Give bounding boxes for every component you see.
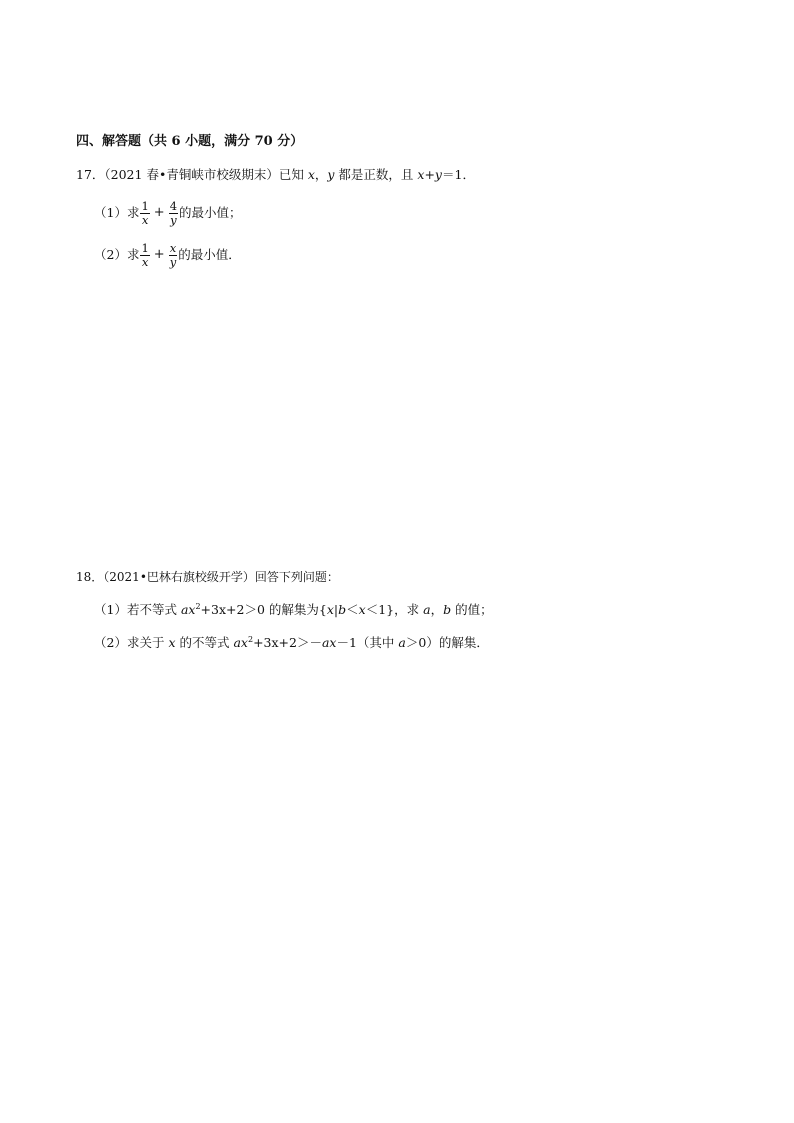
q18-part2-mid3: －1（其中 <box>336 635 399 650</box>
q18-set-x: x <box>326 602 334 617</box>
fraction-numerator: 4 <box>169 198 178 213</box>
q17-stem-mid: 都是正数，且 <box>334 167 418 182</box>
q17-eq-tail: ＝1． <box>442 167 475 182</box>
q18-part2-mid2: +3x+2＞－ <box>253 635 322 650</box>
q18-part-2 <box>94 635 489 651</box>
q18-var-b: b <box>443 602 452 617</box>
q18-part2-tail: ＞0）的解集． <box>405 635 489 650</box>
q18-part1-tail: 的值； <box>451 602 493 617</box>
fraction-1-over-x <box>140 200 149 227</box>
q17-part1-tail: 的最小值； <box>179 205 242 220</box>
q18-part2-ax: ax <box>233 635 248 650</box>
q18-part2-mid1: 的不等式 <box>175 635 234 650</box>
fraction-4-over-y <box>169 200 178 227</box>
fraction-numerator: 1 <box>141 240 149 255</box>
q18-number: 18． <box>76 570 104 584</box>
superscript-2: 2 <box>195 602 201 611</box>
fraction-denominator: y <box>169 254 177 269</box>
q18-part2-x: x <box>168 635 176 650</box>
q17-part2-tail: 的最小值． <box>178 247 241 262</box>
q17-source: （2021 春•青铜峡市校级期末） <box>104 167 279 182</box>
q17-stem-pre: 已知 <box>278 167 308 182</box>
q17-var-y: y <box>327 167 335 182</box>
q18-part2-label: （2）求关于 <box>94 635 169 650</box>
q18-stem-text: 回答下列问题： <box>254 570 339 584</box>
q17-stem <box>76 167 475 183</box>
q18-part-1 <box>94 602 493 618</box>
q18-set-bar: | <box>333 602 339 617</box>
q17-comma: ， <box>314 167 328 182</box>
q18-part1-mid: +3x+2＞0 的解集为{ <box>200 602 327 617</box>
q17-number: 17． <box>76 167 105 182</box>
q18-part2-ax2: ax <box>321 635 337 650</box>
fraction-denominator: y <box>170 212 177 227</box>
q18-set-tail: ＜1}，求 <box>365 602 424 617</box>
plus-sign: + <box>153 205 165 220</box>
q17-part1-label: （1）求 <box>94 205 140 220</box>
fraction-numerator: x <box>169 240 177 255</box>
fraction-denominator: x <box>141 254 149 269</box>
q18-var-a: a <box>423 602 431 617</box>
q18-source: （2021•巴林右旗校级开学） <box>103 570 255 584</box>
q18-part2-a: a <box>398 635 406 650</box>
q17-part2-label: （2）求 <box>94 247 140 262</box>
q18-set-b: b <box>338 602 347 617</box>
q17-part-1 <box>94 196 242 230</box>
q18-part1-label: （1）若不等式 <box>94 602 181 617</box>
fraction-1-over-x <box>140 242 149 269</box>
q17-eq: x+y <box>417 167 442 182</box>
q18-set-lt: ＜ <box>346 602 359 617</box>
q18-stem <box>76 569 339 585</box>
q17-part-2 <box>94 238 241 272</box>
section-title: 四、解答题（共 6 小题，满分 70 分） <box>76 134 304 149</box>
q18-part1-ax: ax <box>180 602 196 617</box>
superscript-2: 2 <box>247 635 254 644</box>
fraction-denominator: x <box>141 212 149 227</box>
fraction-numerator: 1 <box>141 198 149 213</box>
q17-var-x: x <box>307 167 315 182</box>
q18-sep: ， <box>430 602 444 617</box>
plus-sign: + <box>153 247 165 262</box>
fraction-x-over-y <box>169 242 178 269</box>
q18-set-x2: x <box>358 602 366 617</box>
